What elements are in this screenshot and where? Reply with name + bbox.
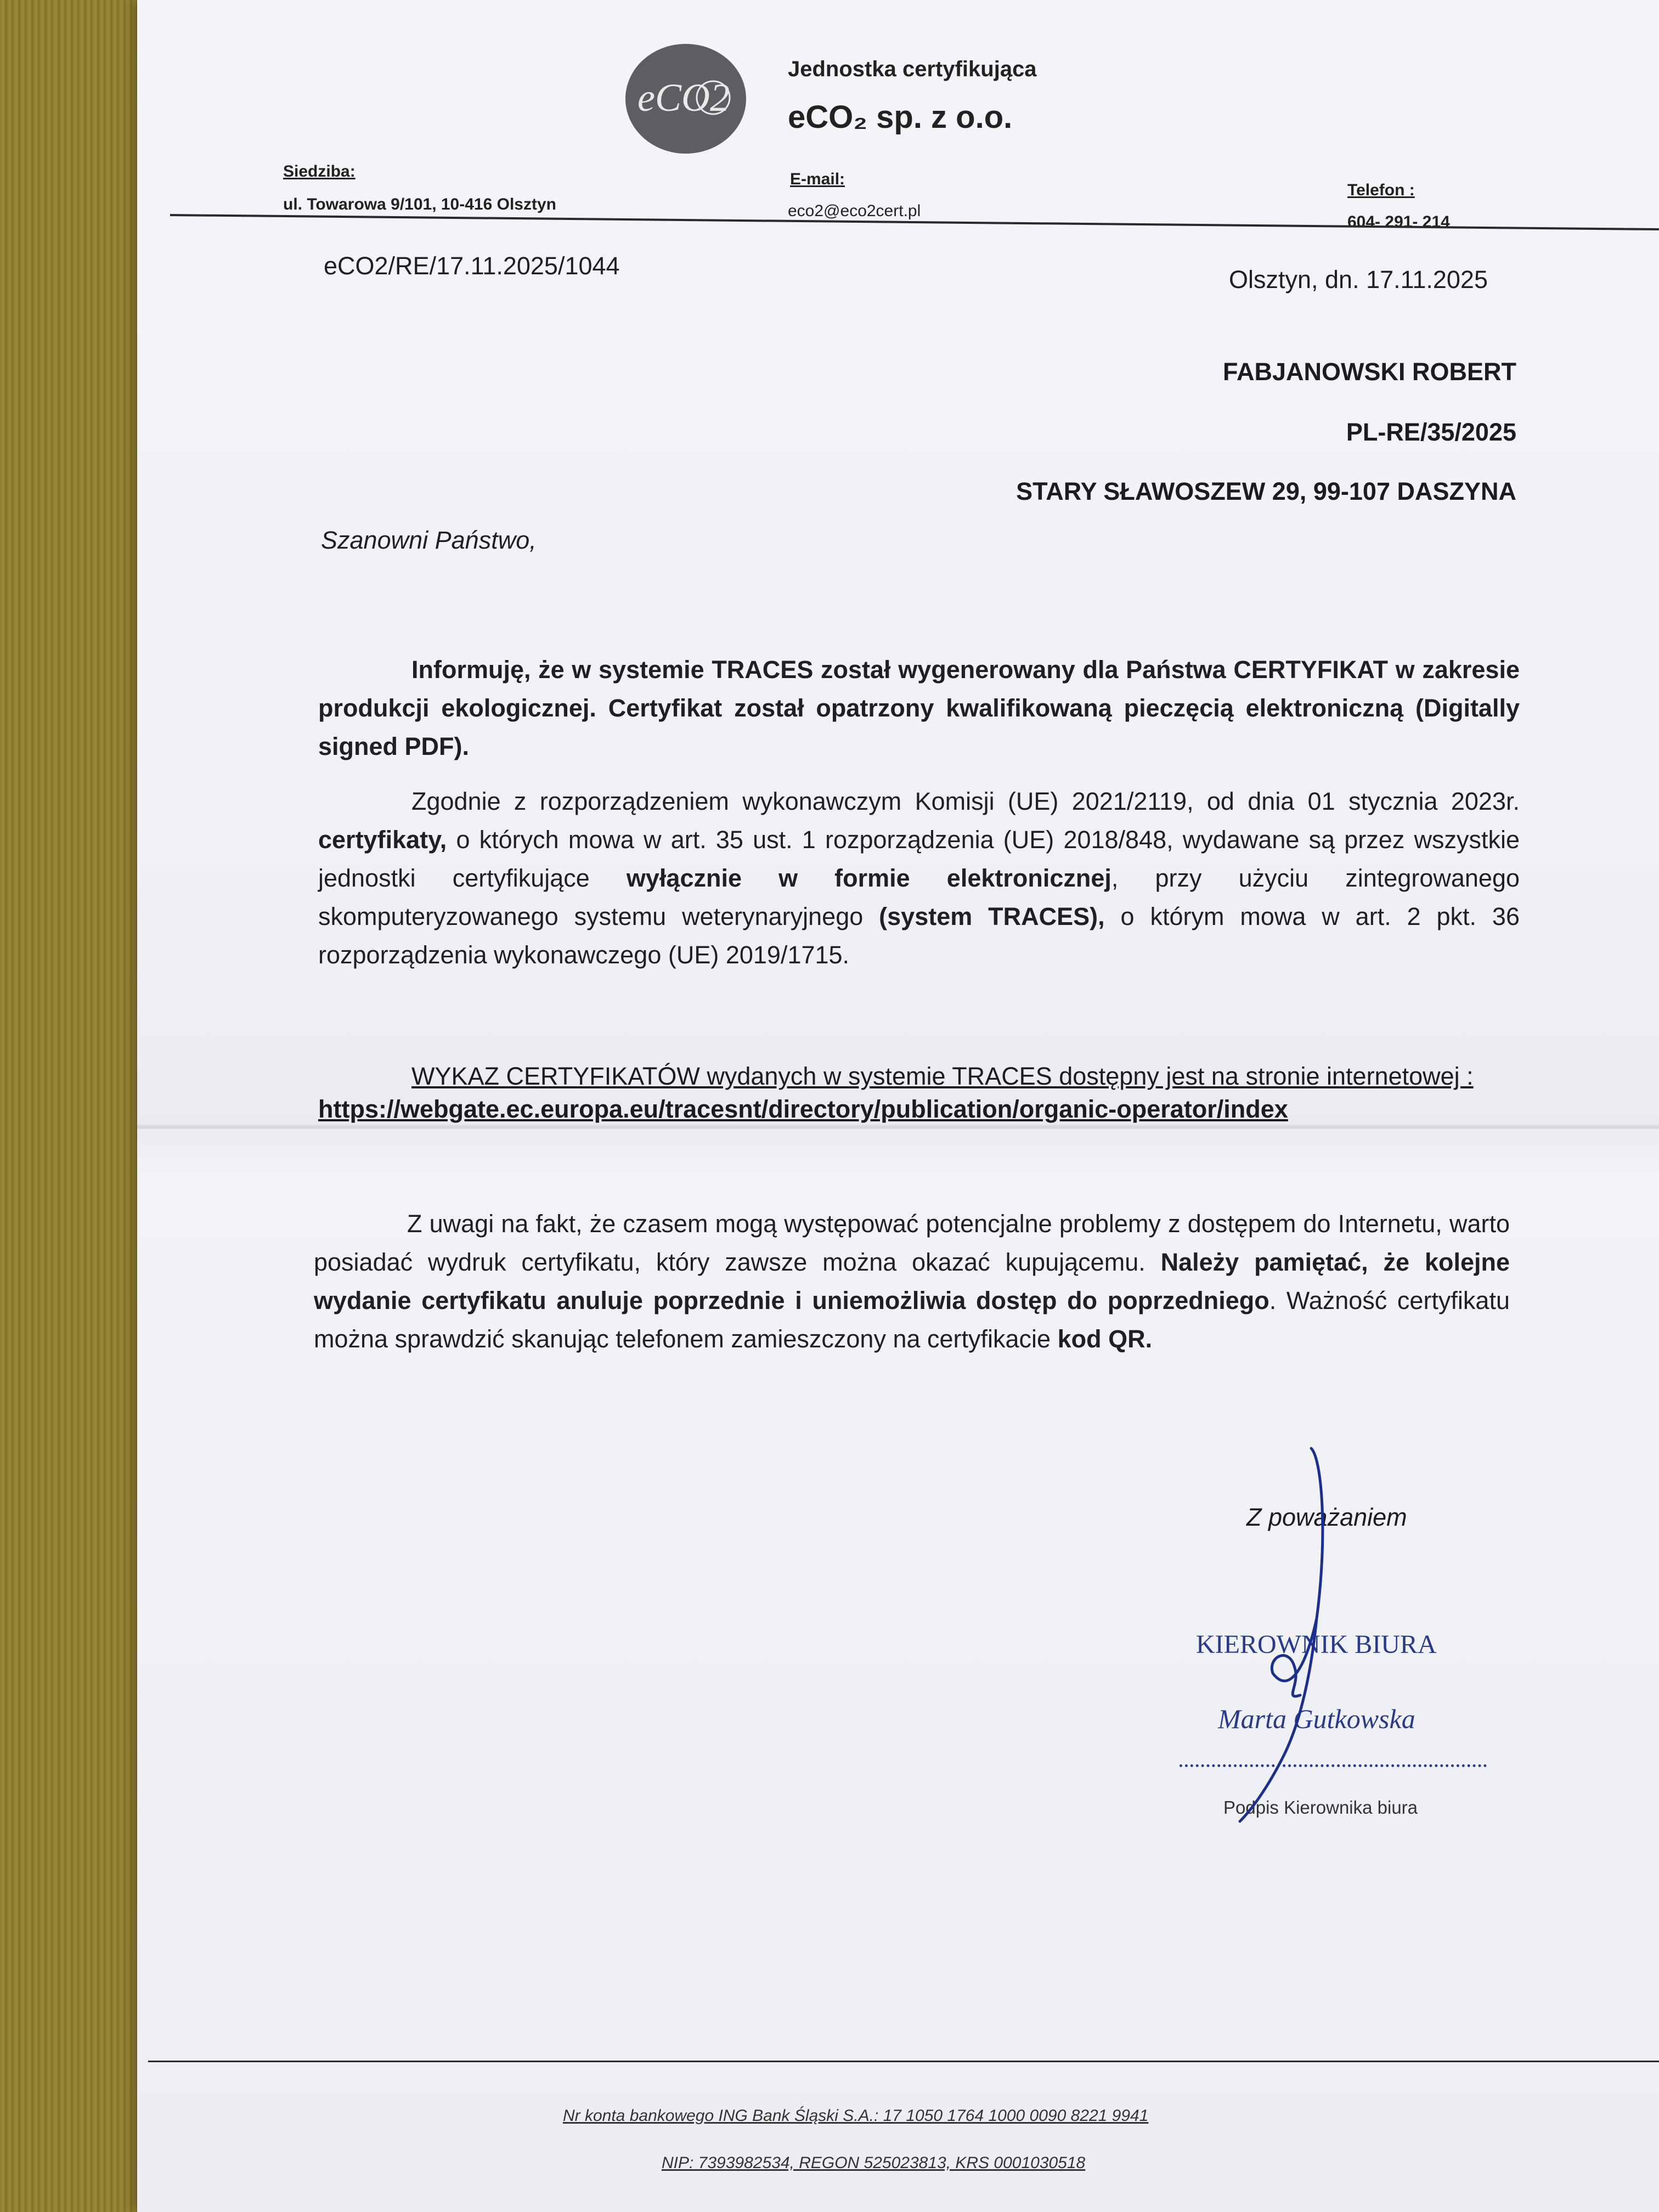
phone-label: Telefon : xyxy=(1347,181,1415,199)
traces-directory-link[interactable]: https://webgate.ec.europa.eu/tracesnt/directory/publication/organic-operator/index xyxy=(318,1095,1288,1123)
seat-value: ul. Towarowa 9/101, 10-416 Olsztyn xyxy=(283,195,556,213)
letter-reference: eCO2/RE/17.11.2025/1044 xyxy=(324,252,620,280)
paragraph-1-text: Informuję, że w systemie TRACES został wygenerowany dla Państwa CERTYFIKAT w zakresie produkcji ekologicznej. Certyfikat został opatrzony kwalifikowaną pieczęcią elektroniczną (Digitally signed PDF). xyxy=(318,656,1520,760)
p2-part-d: wyłącznie w formie elektronicznej xyxy=(626,864,1111,892)
p4-part-b: Należy pamiętać, że kolejne wydanie certyfikatu anuluje poprzednie i uniemożliwia dostęp do poprzedniego xyxy=(314,1248,1510,1314)
salutation: Szanowni Państwo, xyxy=(321,526,537,554)
logo-text: eCO2 xyxy=(637,76,730,120)
signature-caption: Podpis Kierownika biura xyxy=(1223,1797,1418,1818)
p2-part-e: , przy użyciu zintegrowanego skomputeryzowanego systemu weterynaryjnego xyxy=(318,864,1520,930)
bank-account: Nr konta bankowego ING Bank Śląski S.A.: 17 1050 1764 1000 0090 8221 9941 xyxy=(563,2107,1149,2125)
footer-rule xyxy=(148,2061,1659,2062)
p4-part-a: Z uwagi na fakt, że czasem mogą występować potencjalne problemy z dostępem do Internetu, warto posiadać wydruk certyfikatu, który zawsze można okazać kupującemu. xyxy=(314,1210,1510,1276)
stamp-title: KIEROWNIK BIURA xyxy=(1196,1630,1437,1659)
email-value: eco2@eco2cert.pl xyxy=(788,202,921,220)
recipient-id: PL-RE/35/2025 xyxy=(1346,418,1516,446)
p2-part-g: o którym mowa w art. 2 pkt. 36 rozporządzenia wykonawczego (UE) 2019/1715. xyxy=(318,902,1520,969)
email-label: E-mail: xyxy=(790,170,845,188)
letter-page xyxy=(137,0,1659,2212)
paper-fold xyxy=(137,1125,1659,1130)
paragraph-certificate-info xyxy=(318,651,1520,766)
place-date: Olsztyn, dn. 17.11.2025 xyxy=(1229,266,1488,294)
seat-label: Siedziba: xyxy=(283,162,356,180)
paragraph-printout-advice xyxy=(314,1205,1510,1358)
p4-part-c: . Ważność certyfikatu można sprawdzić skanując telefonem zamieszczony na certyfikacie xyxy=(314,1286,1510,1353)
handwritten-signature xyxy=(1207,1437,1350,1832)
phone-value: 604- 291- 214 xyxy=(1347,213,1450,231)
p2-part-f: (system TRACES), xyxy=(879,902,1105,930)
p2-part-a: Zgodnie z rozporządzeniem wykonawczym Komisji (UE) 2021/2119, od dnia 01 stycznia 2023r. xyxy=(411,787,1520,815)
company-logo xyxy=(625,44,746,154)
stamp-name: Marta Gutkowska xyxy=(1218,1703,1415,1734)
closing: Z poważaniem xyxy=(1246,1503,1407,1531)
company-name: eCO₂ sp. z o.o. xyxy=(788,99,1013,135)
paragraph-regulation xyxy=(318,782,1520,974)
recipient-address: STARY SŁAWOSZEW 29, 99-107 DASZYNA xyxy=(1016,477,1516,505)
p2-part-b: certyfikaty, xyxy=(318,826,447,854)
logo-mark-icon xyxy=(631,66,741,132)
certificate-list-text: WYKAZ CERTYFIKATÓW wydanych w systemie TRACES dostępny jest na stronie internetowej : xyxy=(411,1062,1474,1090)
p2-part-c: o których mowa w art. 35 ust. 1 rozporządzenia (UE) 2018/848, wydawane są przez wszystkie jednostki certyfikujące xyxy=(318,826,1520,892)
unit-label: Jednostka certyfikująca xyxy=(788,57,1037,81)
p4-part-d: kod QR. xyxy=(1057,1325,1153,1353)
company-ids: NIP: 7393982534, REGON 525023813, KRS 0001030518 xyxy=(662,2154,1086,2172)
recipient-name: FABJANOWSKI ROBERT xyxy=(1222,358,1516,386)
